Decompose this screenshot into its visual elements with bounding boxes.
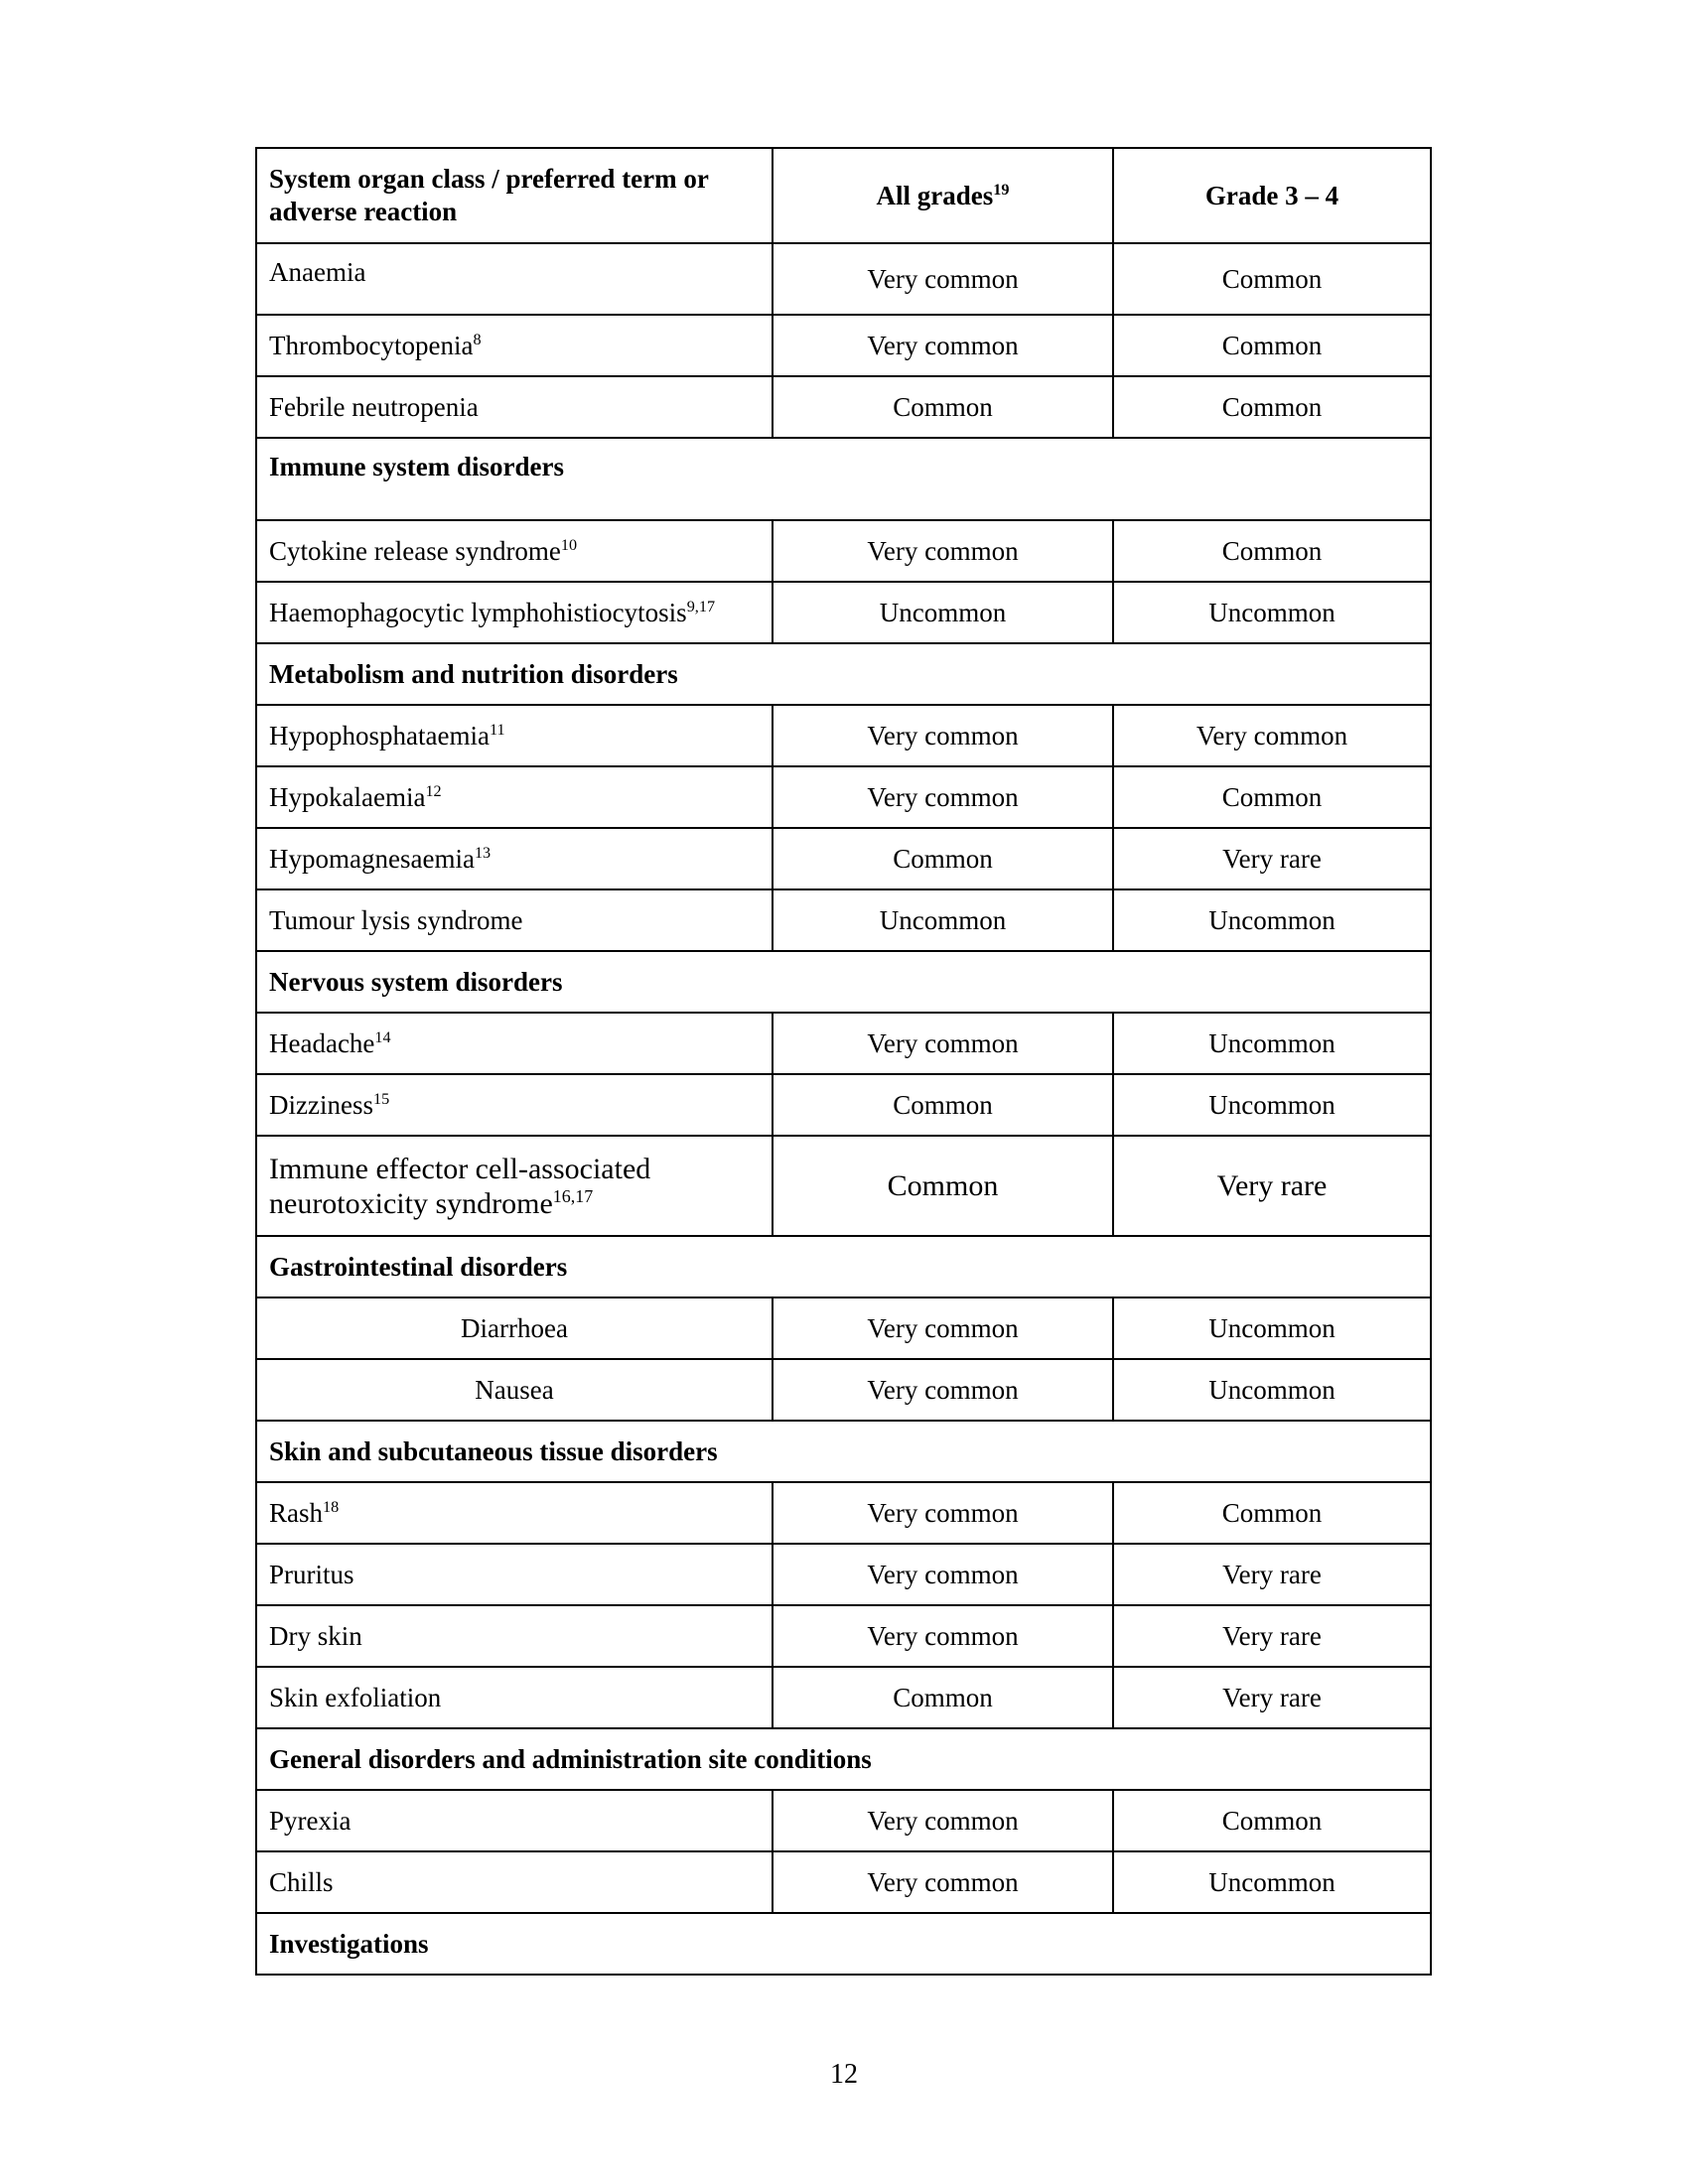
section-row: [256, 951, 1431, 1013]
table-row: [256, 1667, 1431, 1728]
term-cell: [256, 766, 773, 828]
term-footnote: 10: [560, 535, 578, 554]
header-all-grades-footnote: 19: [993, 180, 1010, 199]
section-skin-and-subcutaneous-tissue-disorders: Skin and subcutaneous tissue disorders: [256, 1421, 1431, 1482]
term-footnote: 15: [372, 1089, 390, 1108]
all-grades-cell: Very common: [773, 766, 1113, 828]
header-all-grades-label: All grades: [876, 180, 994, 210]
all-grades-cell: Uncommon: [773, 582, 1113, 643]
section-general-disorders: General disorders and administration site conditions: [256, 1728, 1431, 1790]
term-cell: [256, 315, 773, 376]
term-footnote: 11: [489, 720, 505, 739]
grade-3-4-cell: Very rare: [1113, 1667, 1431, 1728]
table-row: [256, 1544, 1431, 1605]
term-footnote: 14: [374, 1027, 391, 1046]
header-grade-3-4: Grade 3 – 4: [1113, 148, 1431, 243]
grade-3-4-cell: Very rare: [1113, 1136, 1431, 1236]
all-grades-cell: Very common: [773, 315, 1113, 376]
term-label: Febrile neutropenia: [269, 391, 479, 422]
term-label: Nausea: [475, 1374, 554, 1405]
term-cell: [256, 828, 773, 889]
term-label: Chills: [269, 1866, 334, 1897]
header-term: System organ class / preferred term or adverse reaction: [256, 148, 773, 243]
all-grades-cell: Very common: [773, 1359, 1113, 1421]
grade-3-4-cell: Common: [1113, 1790, 1431, 1851]
term-label: Hypomagnesaemia: [269, 843, 475, 874]
section-immune-system-disorders: Immune system disorders: [256, 438, 1431, 520]
term-label: Cytokine release syndrome: [269, 535, 561, 566]
grade-3-4-cell: Uncommon: [1113, 1359, 1431, 1421]
term-cell: [256, 1544, 773, 1605]
term-cell: [256, 1851, 773, 1913]
table-row: [256, 766, 1431, 828]
term-cell: [256, 582, 773, 643]
grade-3-4-cell: Very rare: [1113, 1605, 1431, 1667]
term-label: Immune effector cell-associated neurotoxicity syndrome: [269, 1152, 651, 1220]
all-grades-cell: Common: [773, 376, 1113, 438]
all-grades-cell: Very common: [773, 1544, 1113, 1605]
term-label: Hypokalaemia: [269, 781, 426, 812]
term-label: Tumour lysis syndrome: [269, 904, 523, 935]
all-grades-cell: Very common: [773, 1605, 1113, 1667]
term-cell: [256, 1667, 773, 1728]
table-row: [256, 582, 1431, 643]
table-row: [256, 315, 1431, 376]
grade-3-4-cell: Uncommon: [1113, 582, 1431, 643]
term-label: Pyrexia: [269, 1805, 352, 1836]
table-row: [256, 889, 1431, 951]
table-row: [256, 705, 1431, 766]
term-label: Dry skin: [269, 1620, 362, 1651]
term-label: Diarrhoea: [461, 1312, 568, 1343]
all-grades-cell: Very common: [773, 1013, 1113, 1074]
term-label: Hypophosphataemia: [269, 720, 490, 751]
all-grades-cell: Very common: [773, 243, 1113, 315]
all-grades-cell: Very common: [773, 520, 1113, 582]
section-nervous-system-disorders: Nervous system disorders: [256, 951, 1431, 1013]
header-all-grades: [773, 148, 1113, 243]
adverse-reactions-table: [255, 147, 1432, 1976]
all-grades-cell: Very common: [773, 1297, 1113, 1359]
section-row: [256, 1913, 1431, 1975]
table-row: [256, 1136, 1431, 1236]
grade-3-4-cell: Uncommon: [1113, 1297, 1431, 1359]
table-row: [256, 1359, 1431, 1421]
term-cell: [256, 520, 773, 582]
all-grades-cell: Common: [773, 1667, 1113, 1728]
all-grades-cell: Uncommon: [773, 889, 1113, 951]
term-label: Pruritus: [269, 1559, 354, 1589]
term-label: Headache: [269, 1027, 375, 1058]
table-body: [256, 148, 1431, 1975]
grade-3-4-cell: Very common: [1113, 705, 1431, 766]
grade-3-4-cell: Common: [1113, 520, 1431, 582]
grade-3-4-cell: Common: [1113, 315, 1431, 376]
grade-3-4-cell: Common: [1113, 376, 1431, 438]
term-footnote: 13: [474, 843, 492, 862]
all-grades-cell: Common: [773, 1074, 1113, 1136]
table-row: [256, 1297, 1431, 1359]
term-label: Anaemia: [269, 257, 366, 287]
term-footnote: 8: [473, 330, 482, 348]
term-cell: [256, 376, 773, 438]
grade-3-4-cell: Very rare: [1113, 1544, 1431, 1605]
term-cell: [256, 1359, 773, 1421]
term-cell: [256, 1013, 773, 1074]
all-grades-cell: Very common: [773, 1482, 1113, 1544]
grade-3-4-cell: Uncommon: [1113, 1013, 1431, 1074]
table-row: [256, 828, 1431, 889]
term-cell: [256, 1136, 773, 1236]
section-row: [256, 1728, 1431, 1790]
section-row: [256, 643, 1431, 705]
section-gastrointestinal-disorders: Gastrointestinal disorders: [256, 1236, 1431, 1297]
table-row: [256, 1851, 1431, 1913]
term-label: Skin exfoliation: [269, 1682, 442, 1712]
term-label: Dizziness: [269, 1089, 373, 1120]
all-grades-cell: Very common: [773, 705, 1113, 766]
all-grades-cell: Very common: [773, 1790, 1113, 1851]
all-grades-cell: Common: [773, 1136, 1113, 1236]
table-row: [256, 243, 1431, 315]
term-footnote: 9,17: [686, 597, 716, 615]
grade-3-4-cell: Common: [1113, 1482, 1431, 1544]
section-investigations: Investigations: [256, 1913, 1431, 1975]
grade-3-4-cell: Very rare: [1113, 828, 1431, 889]
term-cell: [256, 705, 773, 766]
section-row: [256, 1421, 1431, 1482]
term-cell: [256, 1482, 773, 1544]
all-grades-cell: Very common: [773, 1851, 1113, 1913]
table-row: [256, 1482, 1431, 1544]
table-row: [256, 1013, 1431, 1074]
section-row: [256, 438, 1431, 520]
term-cell: [256, 889, 773, 951]
table-row: [256, 1605, 1431, 1667]
term-label: Haemophagocytic lymphohistiocytosis: [269, 597, 687, 627]
grade-3-4-cell: Common: [1113, 766, 1431, 828]
term-cell: [256, 1297, 773, 1359]
grade-3-4-cell: Uncommon: [1113, 889, 1431, 951]
term-footnote: 16,17: [552, 1185, 594, 1206]
section-row: [256, 1236, 1431, 1297]
term-footnote: 18: [323, 1497, 340, 1516]
table-row: [256, 1074, 1431, 1136]
term-label: Thrombocytopenia: [269, 330, 474, 360]
section-metabolism-and-nutrition-disorders: Metabolism and nutrition disorders: [256, 643, 1431, 705]
page-number: 12: [830, 2059, 858, 2090]
term-cell: [256, 1074, 773, 1136]
header-row: [256, 148, 1431, 243]
all-grades-cell: Common: [773, 828, 1113, 889]
table-row: [256, 376, 1431, 438]
term-footnote: 12: [425, 781, 442, 800]
grade-3-4-cell: Uncommon: [1113, 1851, 1431, 1913]
table-row: [256, 520, 1431, 582]
term-label: Rash: [269, 1497, 323, 1528]
grade-3-4-cell: Uncommon: [1113, 1074, 1431, 1136]
term-cell: [256, 1790, 773, 1851]
grade-3-4-cell: Common: [1113, 243, 1431, 315]
term-cell: [256, 1605, 773, 1667]
term-cell: [256, 243, 773, 315]
table-row: [256, 1790, 1431, 1851]
